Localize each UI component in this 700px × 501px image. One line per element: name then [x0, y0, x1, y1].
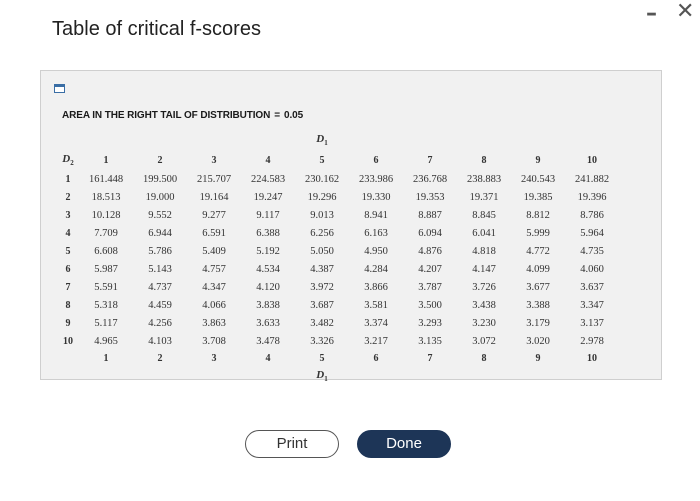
table-cell: 215.707	[196, 174, 232, 186]
spacer-cell	[457, 131, 511, 151]
table-cell: 3.347	[580, 300, 604, 312]
table-cell: 9.277	[202, 210, 226, 222]
spacer-cell	[511, 131, 565, 151]
column-header: 2	[157, 155, 163, 167]
table-cell: 4.099	[526, 264, 550, 276]
table-cell: 6.608	[94, 246, 118, 258]
table-cell: 161.448	[88, 174, 124, 186]
column-header-row	[57, 151, 619, 171]
table-cell: 3.581	[364, 300, 388, 312]
f-table-panel	[40, 70, 662, 384]
table-cell: 4.120	[256, 282, 280, 294]
row-header: 5	[65, 246, 71, 258]
spacer-cell	[187, 367, 241, 387]
d1-label-sub: 1	[324, 139, 328, 148]
footer-corner	[57, 351, 79, 367]
d1-bottom-row	[57, 367, 619, 387]
table-cell: 8.812	[526, 210, 550, 222]
table-cell: 4.459	[148, 300, 172, 312]
spacer-cell	[457, 367, 511, 387]
table-cell: 3.179	[526, 318, 550, 330]
column-footer: 10	[587, 353, 597, 365]
table-row	[57, 171, 619, 189]
column-header: 9	[535, 155, 541, 167]
table-cell: 8.845	[472, 210, 496, 222]
table-cell: 4.387	[310, 264, 334, 276]
row-header: 2	[65, 192, 71, 204]
table-cell: 6.163	[364, 228, 388, 240]
row-header: 10	[63, 336, 73, 348]
column-header: 8	[481, 155, 487, 167]
table-cell: 3.866	[364, 282, 388, 294]
table-cell: 19.330	[361, 192, 391, 204]
table-cell: 6.944	[148, 228, 172, 240]
table-cell: 3.217	[364, 336, 388, 348]
table-cell: 3.637	[580, 282, 604, 294]
print-button[interactable]: Print	[245, 430, 339, 458]
table-cell: 6.094	[418, 228, 442, 240]
spacer-cell	[241, 131, 295, 151]
table-cell: 5.786	[148, 246, 172, 258]
table-cell: 4.207	[418, 264, 442, 276]
table-cell: 3.137	[580, 318, 604, 330]
table-cell: 19.000	[145, 192, 175, 204]
table-cell: 5.591	[94, 282, 118, 294]
table-cell: 6.256	[310, 228, 334, 240]
table-cell: 5.117	[94, 318, 118, 330]
table-cell: 9.552	[148, 210, 172, 222]
table-row	[57, 207, 619, 225]
corner-cell	[57, 131, 79, 151]
table-cell: 10.128	[91, 210, 121, 222]
table-cell: 3.726	[472, 282, 496, 294]
table-cell: 9.117	[256, 210, 280, 222]
table-cell: 4.347	[202, 282, 226, 294]
column-header: 1	[103, 155, 109, 167]
column-footer-row	[57, 351, 619, 367]
table-cell: 3.972	[310, 282, 334, 294]
table-cell: 5.050	[310, 246, 334, 258]
column-footer: 1	[103, 353, 109, 365]
table-cell: 4.772	[526, 246, 550, 258]
table-cell: 3.135	[418, 336, 442, 348]
column-footer: 8	[481, 353, 487, 365]
minimize-button[interactable]: –	[646, 1, 657, 26]
table-cell: 238.883	[466, 174, 502, 186]
table-cell: 3.863	[202, 318, 226, 330]
table-cell: 7.709	[94, 228, 118, 240]
table-cell: 3.478	[256, 336, 280, 348]
table-cell: 5.999	[526, 228, 550, 240]
d2-label	[57, 151, 79, 171]
table-row	[57, 261, 619, 279]
table-cell: 19.353	[415, 192, 445, 204]
d1-label-text: $D_1$	[316, 133, 328, 148]
column-footer: 9	[535, 353, 541, 365]
table-cell: 199.500	[142, 174, 178, 186]
spacer-cell	[133, 367, 187, 387]
table-cell: 3.388	[526, 300, 550, 312]
column-footer: 3	[211, 353, 217, 365]
table-cell: 19.296	[307, 192, 337, 204]
table-cell: 4.757	[202, 264, 226, 276]
table-cell: 4.965	[94, 336, 118, 348]
spacer-cell	[79, 131, 133, 151]
heading-label: AREA IN THE RIGHT TAIL OF DISTRIBUTION	[62, 110, 271, 121]
column-header: 6	[373, 155, 379, 167]
table-cell: 6.591	[202, 228, 226, 240]
column-footer: 5	[319, 353, 325, 365]
column-header: 5	[319, 155, 325, 167]
table-row	[57, 279, 619, 297]
table-cell: 4.256	[148, 318, 172, 330]
heading-value: 0.05	[283, 110, 304, 121]
table-cell: 4.950	[364, 246, 388, 258]
spacer-cell	[565, 131, 619, 151]
heading-equals: =	[274, 110, 280, 121]
table-cell: 3.326	[310, 336, 334, 348]
table-row	[57, 225, 619, 243]
table-cell: 5.409	[202, 246, 226, 258]
table-cell: 3.072	[472, 336, 496, 348]
table-cell: 3.677	[526, 282, 550, 294]
column-footer: 2	[157, 353, 163, 365]
table-cell: 3.374	[364, 318, 388, 330]
table-cell: 19.164	[199, 192, 229, 204]
spacer-cell	[403, 367, 457, 387]
d1-label-sub: 1	[324, 375, 328, 384]
corner-cell	[57, 367, 79, 387]
table-cell: 4.147	[472, 264, 496, 276]
d1-label-text: $D_1$	[316, 369, 328, 384]
table-cell: 3.500	[418, 300, 442, 312]
spacer-cell	[403, 131, 457, 151]
spacer-cell	[565, 367, 619, 387]
table-cell: 4.284	[364, 264, 388, 276]
column-header: 10	[587, 155, 597, 167]
table-cell: 18.513	[91, 192, 121, 204]
spacer-cell	[187, 131, 241, 151]
table-cell: 3.438	[472, 300, 496, 312]
table-row	[57, 315, 619, 333]
table-cell: 8.941	[364, 210, 388, 222]
table-cell: 5.987	[94, 264, 118, 276]
table-cell: 19.396	[577, 192, 607, 204]
row-header: 6	[65, 264, 71, 276]
table-cell: 9.013	[310, 210, 334, 222]
table-row	[57, 189, 619, 207]
close-button[interactable]: ✕	[676, 0, 695, 24]
column-header: 4	[265, 155, 271, 167]
spacer-cell	[133, 131, 187, 151]
row-header: 1	[65, 174, 71, 186]
distribution-heading	[62, 110, 303, 121]
table-cell: 3.020	[526, 336, 550, 348]
table-cell: 5.143	[148, 264, 172, 276]
table-cell: 19.385	[523, 192, 553, 204]
table-cell: 8.786	[580, 210, 604, 222]
table-cell: 6.388	[256, 228, 280, 240]
table-row	[57, 297, 619, 315]
table-row	[57, 243, 619, 261]
table-cell: 241.882	[574, 174, 610, 186]
table-cell: 3.482	[310, 318, 334, 330]
spacer-cell	[349, 367, 403, 387]
table-cell: 240.543	[520, 174, 556, 186]
table-cell: 3.293	[418, 318, 442, 330]
table-cell: 4.735	[580, 246, 604, 258]
table-cell: 8.887	[418, 210, 442, 222]
table-cell: 3.708	[202, 336, 226, 348]
table-cell: 19.371	[469, 192, 499, 204]
table-cell: 4.737	[148, 282, 172, 294]
table-cell: 4.060	[580, 264, 604, 276]
spacer-cell	[79, 367, 133, 387]
row-header: 8	[65, 300, 71, 312]
column-footer: 6	[373, 353, 379, 365]
copy-icon[interactable]	[54, 84, 65, 93]
d1-top-row	[57, 131, 619, 151]
table-cell: 3.633	[256, 318, 280, 330]
table-cell: 2.978	[580, 336, 604, 348]
f-score-table	[57, 131, 619, 388]
table-cell: 3.230	[472, 318, 496, 330]
d2-label-text: $D_2$	[62, 153, 74, 168]
table-cell: 4.534	[256, 264, 280, 276]
column-header: 3	[211, 155, 217, 167]
table-cell: 5.318	[94, 300, 118, 312]
table-cell: 224.583	[250, 174, 286, 186]
page-title: Table of critical f-scores	[52, 18, 261, 40]
table-row	[57, 333, 619, 351]
table-cell: 4.066	[202, 300, 226, 312]
spacer-cell	[511, 367, 565, 387]
row-header: 3	[65, 210, 71, 222]
d2-label-sub: 2	[70, 159, 74, 168]
row-header: 7	[65, 282, 71, 294]
spacer-cell	[349, 131, 403, 151]
table-cell: 233.986	[358, 174, 394, 186]
table-cell: 19.247	[253, 192, 283, 204]
table-cell: 3.687	[310, 300, 334, 312]
spacer-cell	[241, 367, 295, 387]
d1-label-top	[295, 131, 349, 151]
done-button[interactable]: Done	[357, 430, 451, 458]
d1-label-bottom	[295, 367, 349, 387]
table-cell: 5.964	[580, 228, 604, 240]
column-footer: 4	[265, 353, 271, 365]
table-cell: 6.041	[472, 228, 496, 240]
row-header: 9	[65, 318, 71, 330]
table-cell: 3.838	[256, 300, 280, 312]
column-footer: 7	[427, 353, 433, 365]
table-cell: 4.103	[148, 336, 172, 348]
row-header: 4	[65, 228, 71, 240]
table-cell: 4.818	[472, 246, 496, 258]
table-cell: 3.787	[418, 282, 442, 294]
table-cell: 5.192	[256, 246, 280, 258]
table-cell: 230.162	[304, 174, 340, 186]
table-cell: 4.876	[418, 246, 442, 258]
column-header: 7	[427, 155, 433, 167]
table-cell: 236.768	[412, 174, 448, 186]
